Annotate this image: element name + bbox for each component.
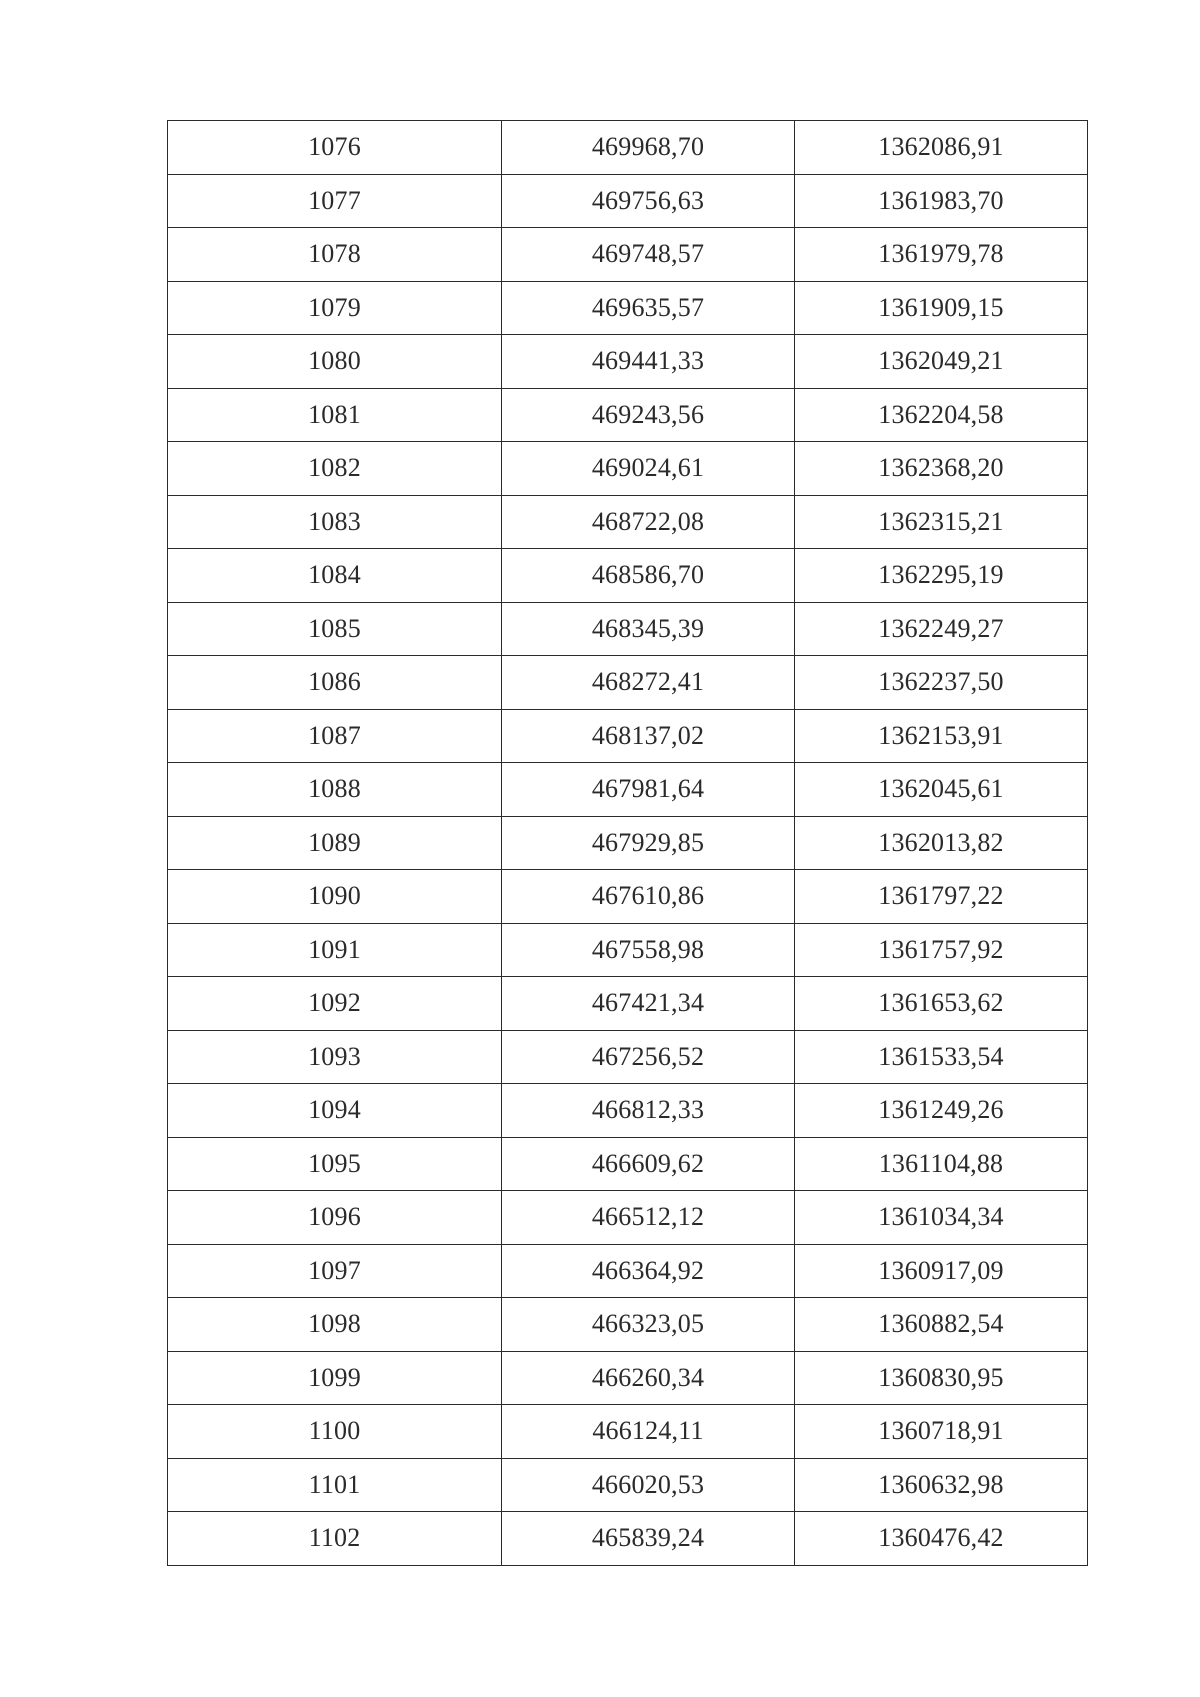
point-number-cell: 1080 [168, 335, 502, 389]
table-row [168, 121, 1088, 175]
point-number-cell: 1083 [168, 495, 502, 549]
point-number-cell: 1081 [168, 388, 502, 442]
table-row [168, 763, 1088, 817]
x-coordinate-cell: 468137,02 [502, 709, 795, 763]
y-coordinate-cell: 1362153,91 [795, 709, 1088, 763]
point-number-cell: 1093 [168, 1030, 502, 1084]
y-coordinate-cell: 1360476,42 [795, 1512, 1088, 1566]
table-row [168, 281, 1088, 335]
coordinates-table-body [168, 121, 1088, 1566]
table-row [168, 816, 1088, 870]
point-number-cell: 1095 [168, 1137, 502, 1191]
table-row [168, 442, 1088, 496]
x-coordinate-cell: 468345,39 [502, 602, 795, 656]
x-coordinate-cell: 468272,41 [502, 656, 795, 710]
point-number-cell: 1091 [168, 923, 502, 977]
x-coordinate-cell: 469243,56 [502, 388, 795, 442]
point-number-cell: 1102 [168, 1512, 502, 1566]
y-coordinate-cell: 1362013,82 [795, 816, 1088, 870]
table-row [168, 1137, 1088, 1191]
table-row [168, 1351, 1088, 1405]
y-coordinate-cell: 1361909,15 [795, 281, 1088, 335]
point-number-cell: 1076 [168, 121, 502, 175]
y-coordinate-cell: 1362045,61 [795, 763, 1088, 817]
point-number-cell: 1097 [168, 1244, 502, 1298]
x-coordinate-cell: 466364,92 [502, 1244, 795, 1298]
x-coordinate-cell: 466124,11 [502, 1405, 795, 1459]
y-coordinate-cell: 1362086,91 [795, 121, 1088, 175]
x-coordinate-cell: 467929,85 [502, 816, 795, 870]
x-coordinate-cell: 467256,52 [502, 1030, 795, 1084]
y-coordinate-cell: 1361034,34 [795, 1191, 1088, 1245]
table-row [168, 923, 1088, 977]
point-number-cell: 1100 [168, 1405, 502, 1459]
point-number-cell: 1101 [168, 1458, 502, 1512]
point-number-cell: 1088 [168, 763, 502, 817]
point-number-cell: 1077 [168, 174, 502, 228]
point-number-cell: 1087 [168, 709, 502, 763]
coordinates-table [167, 120, 1088, 1566]
table-row [168, 495, 1088, 549]
table-row [168, 549, 1088, 603]
point-number-cell: 1089 [168, 816, 502, 870]
x-coordinate-cell: 466512,12 [502, 1191, 795, 1245]
point-number-cell: 1079 [168, 281, 502, 335]
x-coordinate-cell: 467558,98 [502, 923, 795, 977]
y-coordinate-cell: 1361249,26 [795, 1084, 1088, 1138]
x-coordinate-cell: 466812,33 [502, 1084, 795, 1138]
table-row [168, 1191, 1088, 1245]
y-coordinate-cell: 1361533,54 [795, 1030, 1088, 1084]
table-row [168, 709, 1088, 763]
point-number-cell: 1094 [168, 1084, 502, 1138]
x-coordinate-cell: 469968,70 [502, 121, 795, 175]
point-number-cell: 1092 [168, 977, 502, 1031]
y-coordinate-cell: 1360882,54 [795, 1298, 1088, 1352]
y-coordinate-cell: 1362049,21 [795, 335, 1088, 389]
table-row [168, 602, 1088, 656]
x-coordinate-cell: 466323,05 [502, 1298, 795, 1352]
table-row [168, 656, 1088, 710]
x-coordinate-cell: 465839,24 [502, 1512, 795, 1566]
table-row [168, 228, 1088, 282]
table-row [168, 1512, 1088, 1566]
y-coordinate-cell: 1362368,20 [795, 442, 1088, 496]
y-coordinate-cell: 1360718,91 [795, 1405, 1088, 1459]
x-coordinate-cell: 467421,34 [502, 977, 795, 1031]
point-number-cell: 1099 [168, 1351, 502, 1405]
x-coordinate-cell: 468586,70 [502, 549, 795, 603]
y-coordinate-cell: 1362237,50 [795, 656, 1088, 710]
y-coordinate-cell: 1361979,78 [795, 228, 1088, 282]
x-coordinate-cell: 466609,62 [502, 1137, 795, 1191]
x-coordinate-cell: 468722,08 [502, 495, 795, 549]
y-coordinate-cell: 1360830,95 [795, 1351, 1088, 1405]
x-coordinate-cell: 469635,57 [502, 281, 795, 335]
x-coordinate-cell: 467610,86 [502, 870, 795, 924]
point-number-cell: 1082 [168, 442, 502, 496]
x-coordinate-cell: 469756,63 [502, 174, 795, 228]
table-row [168, 1405, 1088, 1459]
y-coordinate-cell: 1361983,70 [795, 174, 1088, 228]
point-number-cell: 1098 [168, 1298, 502, 1352]
x-coordinate-cell: 469748,57 [502, 228, 795, 282]
table-row [168, 1298, 1088, 1352]
table-row [168, 174, 1088, 228]
y-coordinate-cell: 1360917,09 [795, 1244, 1088, 1298]
y-coordinate-cell: 1362315,21 [795, 495, 1088, 549]
y-coordinate-cell: 1361757,92 [795, 923, 1088, 977]
x-coordinate-cell: 469024,61 [502, 442, 795, 496]
point-number-cell: 1084 [168, 549, 502, 603]
table-row [168, 335, 1088, 389]
point-number-cell: 1085 [168, 602, 502, 656]
table-row [168, 388, 1088, 442]
point-number-cell: 1078 [168, 228, 502, 282]
y-coordinate-cell: 1361797,22 [795, 870, 1088, 924]
x-coordinate-cell: 469441,33 [502, 335, 795, 389]
y-coordinate-cell: 1360632,98 [795, 1458, 1088, 1512]
y-coordinate-cell: 1362249,27 [795, 602, 1088, 656]
table-row [168, 870, 1088, 924]
table-row [168, 1458, 1088, 1512]
point-number-cell: 1086 [168, 656, 502, 710]
x-coordinate-cell: 466260,34 [502, 1351, 795, 1405]
table-row [168, 1084, 1088, 1138]
y-coordinate-cell: 1362204,58 [795, 388, 1088, 442]
x-coordinate-cell: 467981,64 [502, 763, 795, 817]
table-row [168, 1244, 1088, 1298]
y-coordinate-cell: 1361104,88 [795, 1137, 1088, 1191]
point-number-cell: 1096 [168, 1191, 502, 1245]
point-number-cell: 1090 [168, 870, 502, 924]
table-row [168, 977, 1088, 1031]
y-coordinate-cell: 1362295,19 [795, 549, 1088, 603]
x-coordinate-cell: 466020,53 [502, 1458, 795, 1512]
table-row [168, 1030, 1088, 1084]
y-coordinate-cell: 1361653,62 [795, 977, 1088, 1031]
